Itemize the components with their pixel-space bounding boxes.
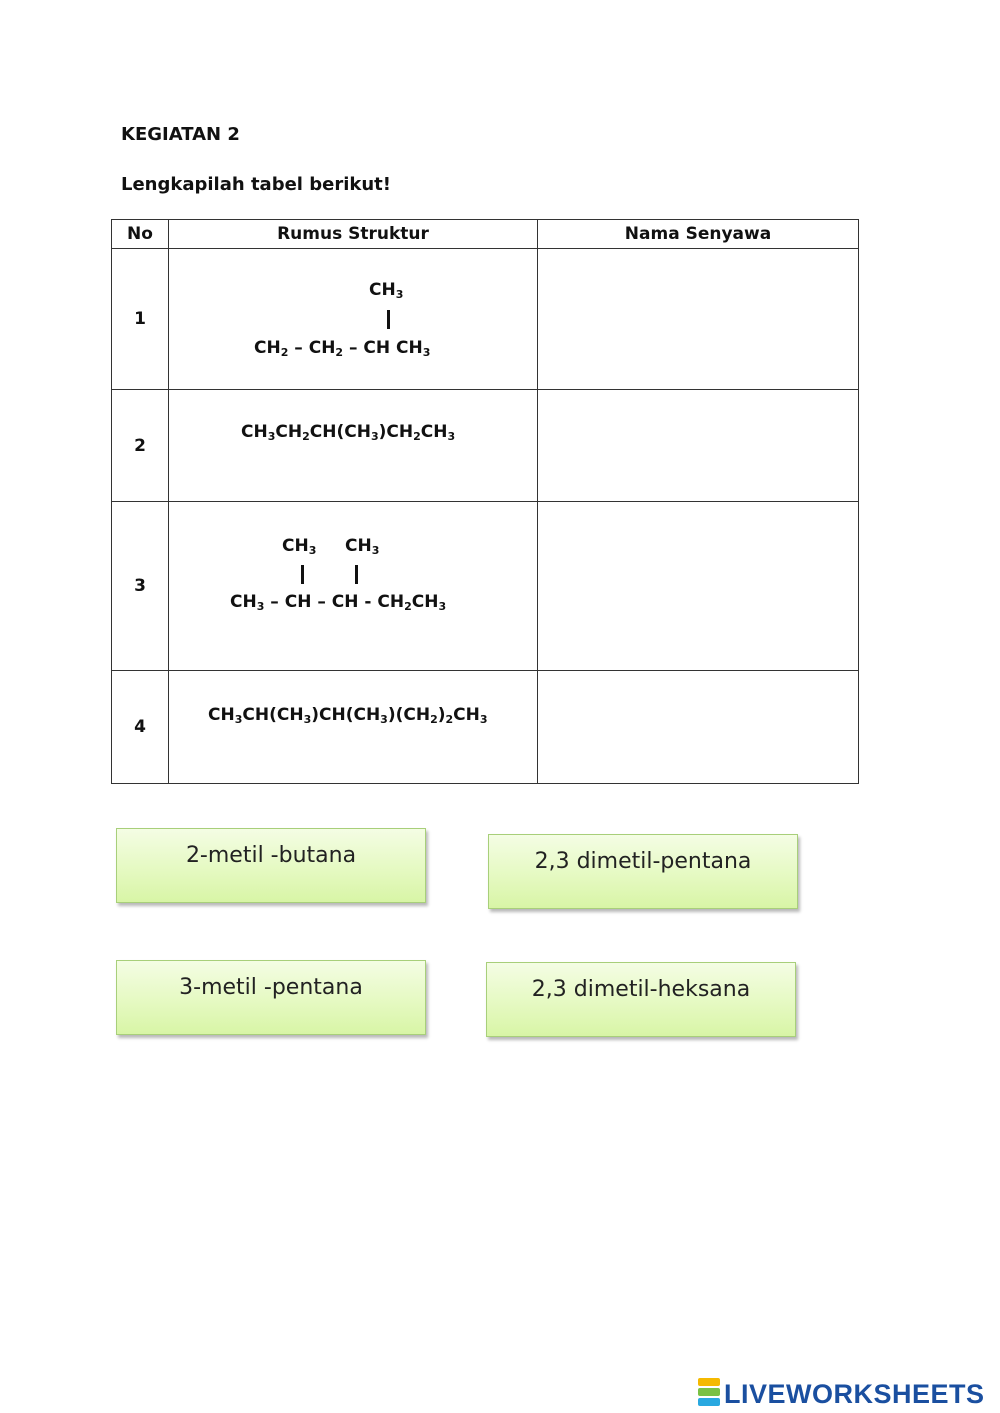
row-number: 4 <box>112 671 169 784</box>
formula-line: $CH_3$ <box>345 536 380 557</box>
answer-drop-zone[interactable] <box>538 502 859 671</box>
answer-drop-zone[interactable] <box>538 390 859 502</box>
formula-line: $CH_3CH_2CH(CH_3)CH_2CH_3$ <box>241 422 456 443</box>
formula-line: $CH_3$ – CH – CH - $CH_2CH_3$ <box>230 592 447 613</box>
table-row <box>112 390 859 502</box>
structural-formula <box>169 671 538 784</box>
worksheet-title: KEGIATAN 2 <box>121 124 240 145</box>
bond-line <box>355 565 358 584</box>
header-formula: Rumus Struktur <box>169 220 538 249</box>
formula-line: $CH_2 - CH_2$ – CH $CH_3$ <box>254 338 431 359</box>
liveworksheets-logo-icon <box>698 1378 720 1410</box>
logo-text: LIVEWORKSHEETS <box>724 1378 985 1409</box>
row-number: 3 <box>112 502 169 671</box>
liveworksheets-logo <box>698 1376 985 1412</box>
table-row <box>112 502 859 671</box>
worksheet-instruction: Lengkapilah tabel berikut! <box>121 174 391 195</box>
table-row <box>112 671 859 784</box>
bond-line <box>387 310 390 329</box>
row-number: 2 <box>112 390 169 502</box>
structure-table <box>111 219 859 784</box>
answer-card[interactable]: 2,3 dimetil-pentana <box>488 834 798 909</box>
structural-formula <box>169 390 538 502</box>
header-name: Nama Senyawa <box>538 220 859 249</box>
answer-card[interactable]: 2-metil -butana <box>116 828 426 903</box>
structural-formula <box>169 502 538 671</box>
table-row <box>112 249 859 390</box>
bond-line <box>301 565 304 584</box>
answer-card[interactable]: 2,3 dimetil-heksana <box>486 962 796 1037</box>
formula-line: $CH_3$ <box>282 536 317 557</box>
formula-line: $CH_3$ <box>369 280 404 301</box>
header-no: No <box>112 220 169 249</box>
answer-drop-zone[interactable] <box>538 671 859 784</box>
row-number: 1 <box>112 249 169 390</box>
structural-formula <box>169 249 538 390</box>
formula-line: $CH_3CH(CH_3)CH(CH_3)(CH_2)_2CH_3$ <box>208 705 488 726</box>
answer-drop-zone[interactable] <box>538 249 859 390</box>
answer-card[interactable]: 3-metil -pentana <box>116 960 426 1035</box>
table-header-row <box>112 220 859 249</box>
